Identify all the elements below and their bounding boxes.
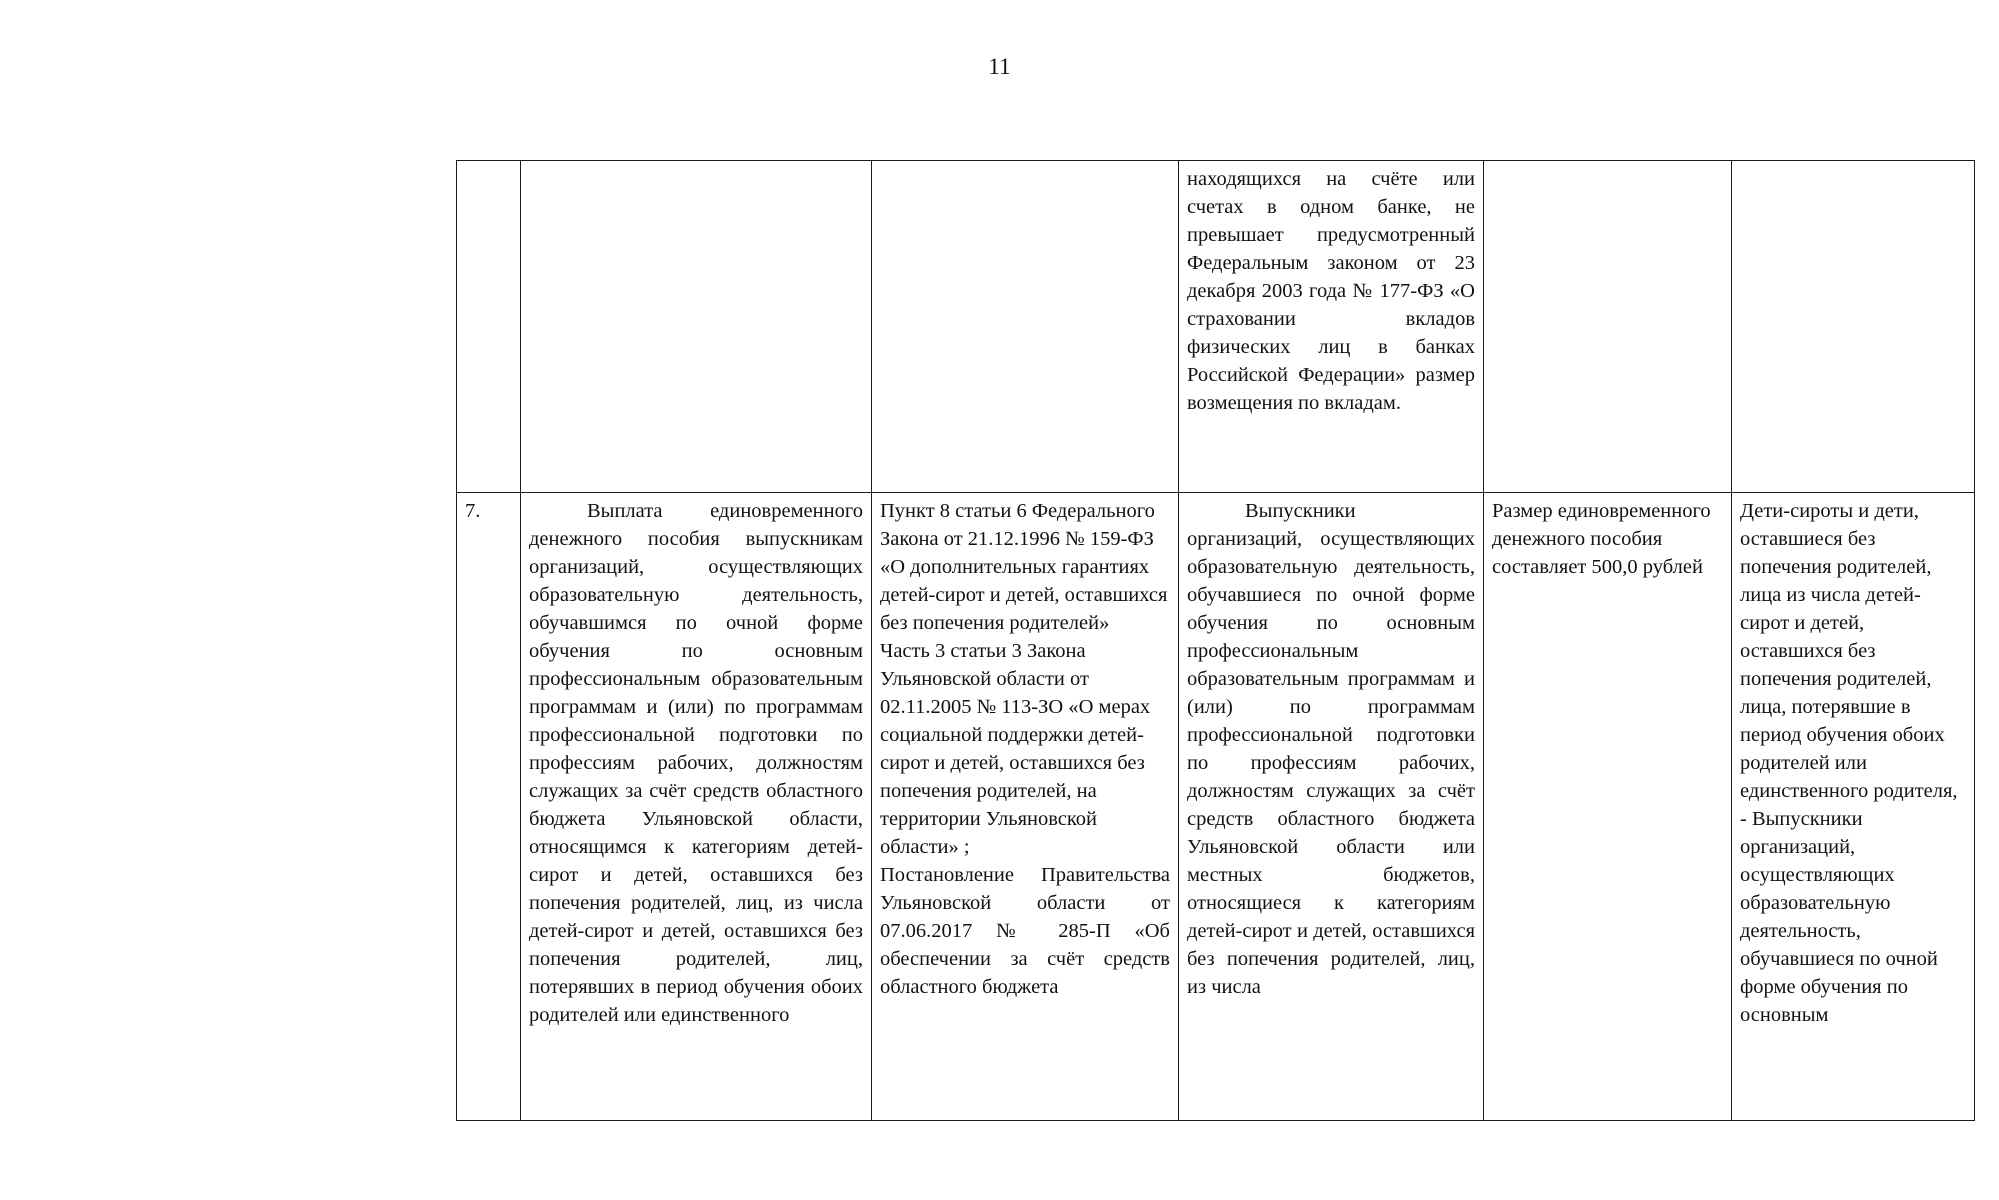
legal-basis-regional-law: Часть 3 статьи 3 Закона Ульяновской области от 02.11.2005 № 113-ЗО «О мерах социальной поддержки детей-сирот и детей, оставшихся без попечения родителей, на территории Ульяновской области» ; — [880, 640, 1151, 858]
cell-measure-description — [521, 493, 872, 1121]
cell-recipient-categories: Дети-сироты и дети, оставшиеся без попечения родителей, лица из числа детей-сирот и детей, оставшихся без попечения родителей, лица, потерявшие в период обучения обоих родителей или единственного родителя, - Выпускники организаций, осуществляющих образовательную деятельность, обучавшиеся по очной форме обучения по основным — [1732, 493, 1975, 1121]
page-number: 11 — [988, 54, 1011, 79]
cell-legal-basis — [872, 161, 1179, 493]
cell-measure — [521, 161, 872, 493]
cell-amount — [1484, 161, 1732, 493]
legal-basis-federal-law: Пункт 8 статьи 6 Федерального Закона от 21.12.1996 № 159-ФЗ «О дополнительных гарантиях детей-сирот и детей, оставшихся без попечения родителей» — [880, 500, 1168, 634]
cell-conditions-continued: находящихся на счёте или счетах в одном банке, не превышает предусмотренный Федеральным законом от 23 декабря 2003 года № 177-ФЗ «О страховании вкладов физических лиц в банках Российской Федерации» размер возмещения по вкладам. — [1179, 161, 1484, 493]
cell-legal-basis — [872, 493, 1179, 1121]
table-row-7 — [457, 493, 1975, 1121]
cell-recipients — [1179, 493, 1484, 1121]
table-row-continuation — [457, 161, 1975, 493]
cell-row-number: 7. — [457, 493, 521, 1121]
measure-text: Выплата единовременного денежного пособия выпускникам организаций, осуществляющих образовательную деятельность, обучавшимся по очной форме обучения по основным профессиональным образовательным программам и (или) по программам профессиональной подготовки по профессиям рабочих, должностям служащих за счёт средств областного бюджета Ульяновской области, относящимся к категориям детей-сирот и детей, оставшихся без попечения родителей, лиц, из числа детей-сирот и детей, оставшихся без попечения родителей, лиц, потерявших в период обучения обоих родителей или единственного — [529, 500, 863, 1026]
legal-basis-resolution: Постановление Правительства Ульяновской области от 07.06.2017 № 285-П «Об обеспечении за счёт средств областного бюджета — [880, 864, 1170, 998]
recipients-text: Выпускники организаций, осуществляющих образовательную деятельность, обучавшиеся по очной форме обучения по основным профессиональным образовательным программам и (или) по программам профессиональной подготовки по профессиям рабочих, должностям служащих за счёт средств областного бюджета Ульяновской области или местных бюджетов, относящиеся к категориям детей-сирот и детей, оставшихся без попечения родителей, лиц, из числа — [1187, 500, 1475, 998]
cell-number — [457, 161, 521, 493]
cell-categories — [1732, 161, 1975, 493]
benefits-table — [456, 160, 1975, 1121]
cell-benefit-amount: Размер единовременного денежного пособия составляет 500,0 рублей — [1484, 493, 1732, 1121]
